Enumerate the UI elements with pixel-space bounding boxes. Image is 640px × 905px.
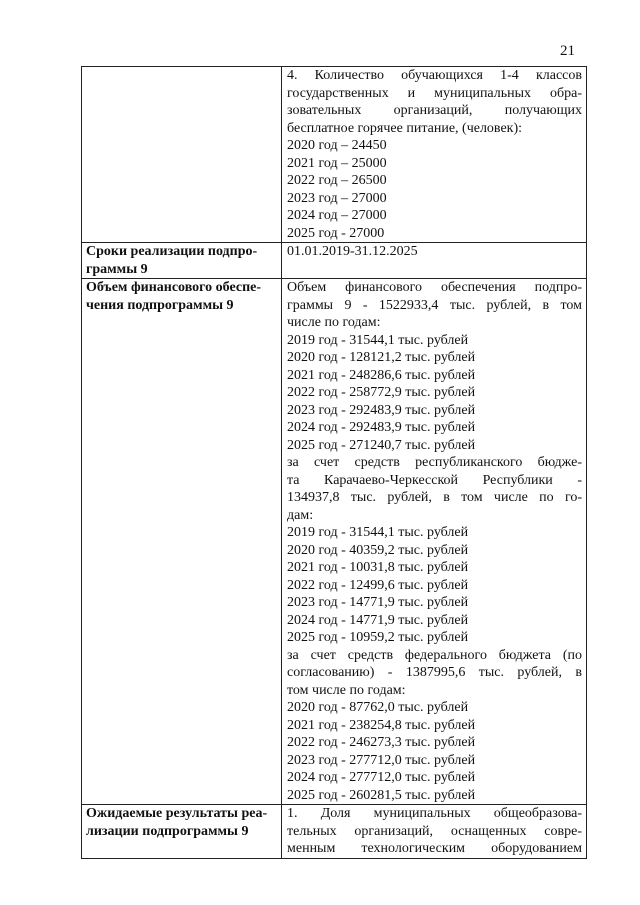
row-value-line: том числе по годам: xyxy=(287,682,406,698)
table-row xyxy=(82,243,587,279)
row-label-line: чения подпрограммы 9 xyxy=(86,297,234,313)
row-value-line: 2024 год - 14771,9 тыс. рублей xyxy=(287,612,469,628)
row-label-line: Объем финансового обеспе- xyxy=(86,280,262,295)
row-label-cell xyxy=(82,805,282,859)
row-value-line: 134937,8 тыс. рублей, в том числе по го- xyxy=(287,490,582,505)
table-row xyxy=(82,805,587,859)
row-value-line: 2024 год - 277712,0 тыс. рублей xyxy=(287,770,476,785)
row-value-line: за счет средств федерального бюджета (по xyxy=(287,647,582,663)
row-value-line: 2023 год – 27000 xyxy=(287,190,387,206)
row-value-line: 2023 год - 277712,0 тыс. рублей xyxy=(287,752,476,768)
table-row xyxy=(82,67,587,243)
row-value-line: числе по годам: xyxy=(287,315,381,330)
row-value-line: 2022 год - 258772,9 тыс. рублей xyxy=(287,385,476,400)
row-value-line: 2021 год - 248286,6 тыс. рублей xyxy=(287,367,476,383)
row-label-cell xyxy=(82,279,282,805)
row-value-line: 2020 год – 24450 xyxy=(287,138,387,153)
page-number: 21 xyxy=(560,43,575,59)
row-value-line: 2023 год - 14771,9 тыс. рублей xyxy=(287,595,469,610)
row-value-line: 1. Доля муниципальных общеобразова- xyxy=(287,806,582,821)
row-value-line: 2020 год - 128121,2 тыс. рублей xyxy=(287,350,476,365)
row-label-cell xyxy=(82,67,282,243)
row-value-line: за счет средств республиканского бюдже- xyxy=(287,455,582,470)
row-value-line: государственных и муниципальных обра- xyxy=(287,85,582,101)
row-value-line: 2020 год - 87762,0 тыс. рублей xyxy=(287,700,469,715)
row-value-cell xyxy=(282,67,587,243)
row-value-line: 2019 год - 31544,1 тыс. рублей xyxy=(287,525,469,540)
row-value-line: 01.01.2019-31.12.2025 xyxy=(287,244,418,259)
row-value-line: 2025 год - 27000 xyxy=(287,225,385,241)
row-value-line: 2024 год – 27000 xyxy=(287,208,387,223)
row-value-line: согласованию) - 1387995,6 тыс. рублей, в xyxy=(287,665,582,680)
table-row xyxy=(82,279,587,805)
passport-table xyxy=(81,66,587,859)
row-value-line: дам: xyxy=(287,507,314,523)
row-value-line: граммы 9 - 1522933,4 тыс. рублей, в том xyxy=(287,297,582,313)
row-label-line: граммы 9 xyxy=(86,261,148,277)
row-label-line: Ожидаемые результаты реа- xyxy=(86,806,268,821)
row-value-line: 2025 год - 271240,7 тыс. рублей xyxy=(287,437,476,453)
row-value-line: 2021 год - 10031,8 тыс. рублей xyxy=(287,560,469,575)
row-value-line: 2025 год - 10959,2 тыс. рублей xyxy=(287,630,469,645)
row-value-line: зовательных организаций, получающих xyxy=(287,103,582,118)
row-value-line: 2019 год - 31544,1 тыс. рублей xyxy=(287,332,469,348)
row-value-line: 2022 год - 246273,3 тыс. рублей xyxy=(287,735,476,750)
row-value-line: 2025 год - 260281,5 тыс. рублей xyxy=(287,787,476,803)
row-value-line: та Карачаево-Черкесской Республики - xyxy=(287,472,582,488)
row-value-line: 2021 год – 25000 xyxy=(287,155,387,171)
row-value-line: 2023 год - 292483,9 тыс. рублей xyxy=(287,402,476,418)
row-value-line: 2022 год – 26500 xyxy=(287,173,387,188)
row-label-cell xyxy=(82,243,282,279)
row-value-line: 4. Количество обучающихся 1-4 классов xyxy=(287,68,582,83)
row-label-line: Сроки реализации подпро- xyxy=(86,244,258,259)
row-value-cell xyxy=(282,243,587,279)
row-label-line: лизации подпрограммы 9 xyxy=(86,823,249,839)
row-value-line: 2022 год - 12499,6 тыс. рублей xyxy=(287,577,469,593)
row-value-line: Объем финансового обеспечения подпро- xyxy=(287,280,582,295)
row-value-cell xyxy=(282,279,587,805)
row-value-line: 2021 год - 238254,8 тыс. рублей xyxy=(287,717,476,733)
row-value-cell xyxy=(282,805,587,859)
row-value-line: 2024 год - 292483,9 тыс. рублей xyxy=(287,420,476,435)
row-value-line: бесплатное горячее питание, (человек): xyxy=(287,120,523,136)
row-value-line: менным технологическим оборудованием xyxy=(287,841,582,856)
row-value-line: тельных организаций, оснащенных совре- xyxy=(287,823,582,839)
row-value-line: 2020 год - 40359,2 тыс. рублей xyxy=(287,542,469,558)
